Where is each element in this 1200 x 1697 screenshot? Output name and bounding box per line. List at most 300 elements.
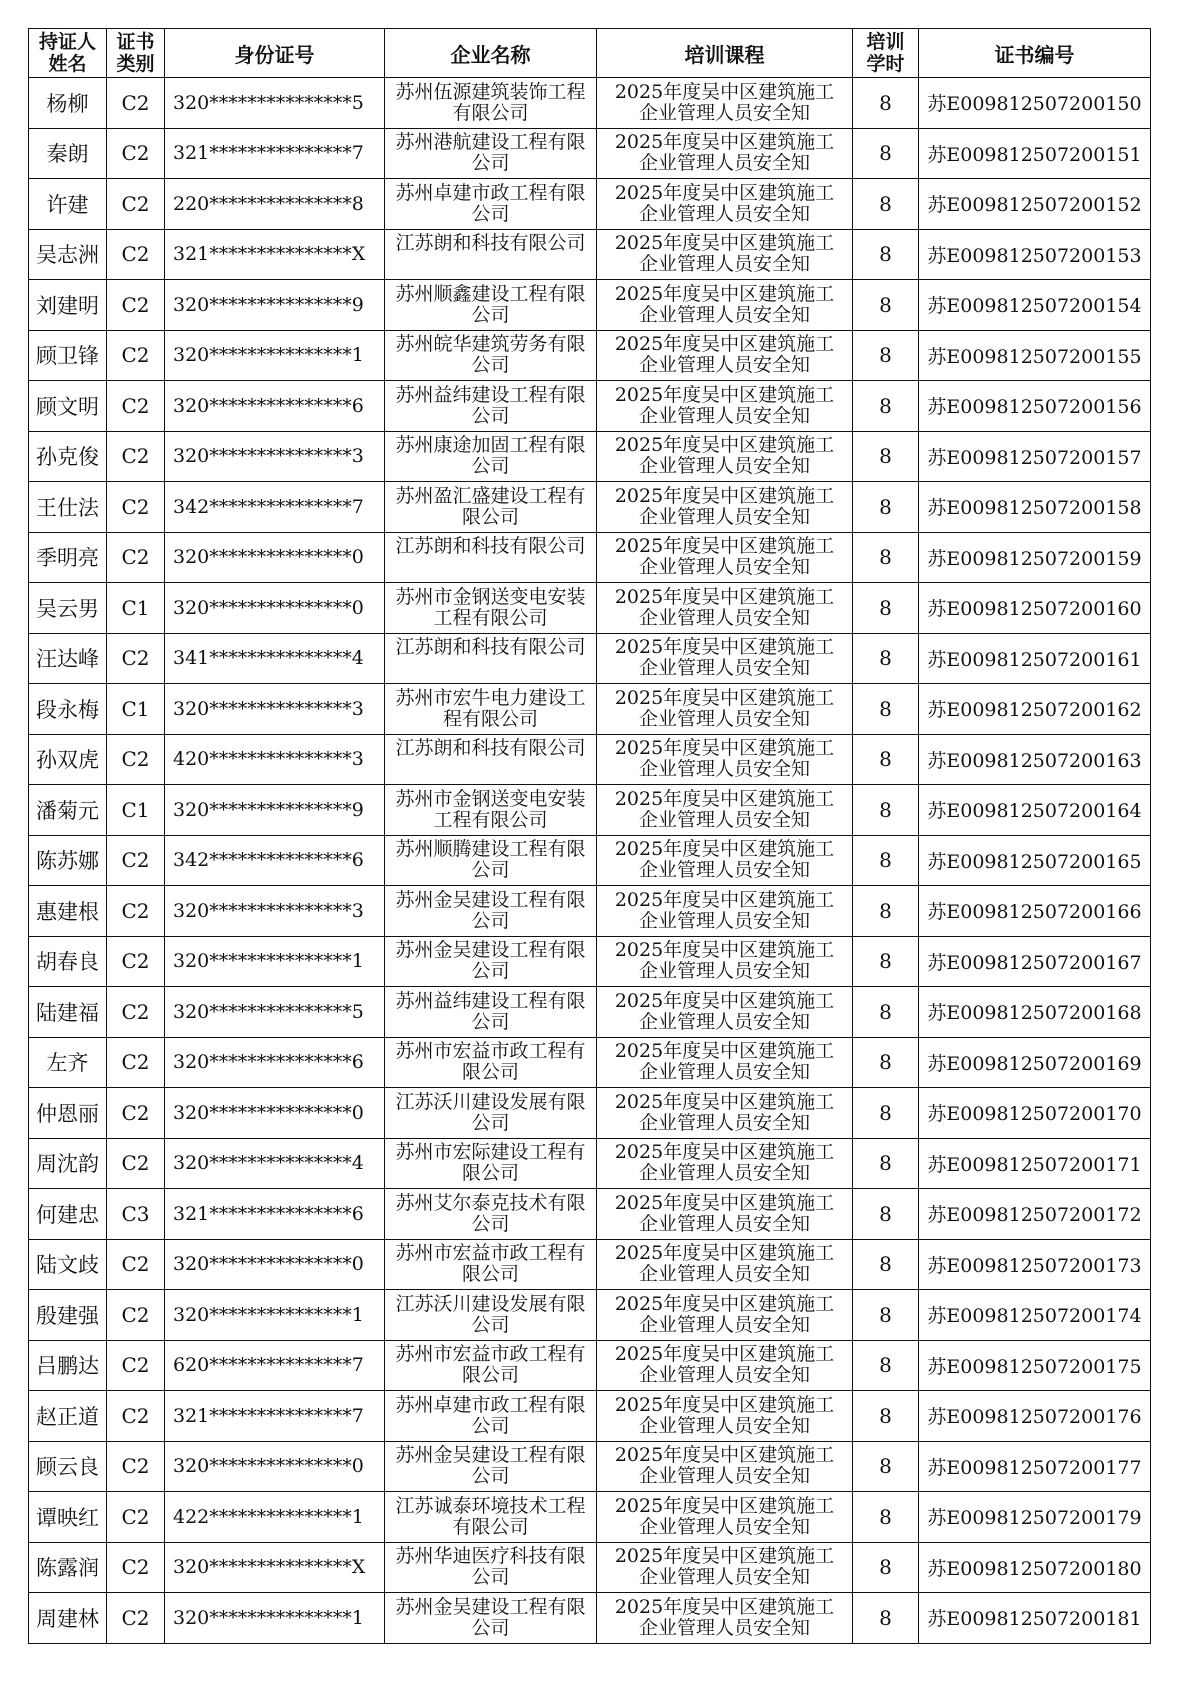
cert-number-cell: 苏E009812507200156 <box>919 381 1151 432</box>
holder-name-cell: 吴志洲 <box>29 229 107 280</box>
id-number-cell: 220***************8 <box>165 179 385 230</box>
cert-number-cell: 苏E009812507200172 <box>919 1189 1151 1240</box>
cert-category-cell: C2 <box>107 1239 165 1290</box>
table-row <box>29 482 1151 533</box>
company-name-cell <box>385 835 597 886</box>
company-name-cell <box>385 684 597 735</box>
cert-number-cell: 苏E009812507200164 <box>919 785 1151 836</box>
company-name-cell-text: 苏州市宏牛电力建设工程有限公司 <box>395 687 586 730</box>
training-course-cell-text: 2025年度吴中区建筑施工企业管理人员安全知 <box>614 1192 835 1235</box>
header-cert-number: 证书编号 <box>919 29 1151 78</box>
id-number-cell: 320***************5 <box>165 987 385 1038</box>
training-hours-cell: 8 <box>853 78 919 129</box>
training-hours-cell: 8 <box>853 482 919 533</box>
company-name-cell-text: 苏州市金钢送变电安装工程有限公司 <box>395 788 586 831</box>
training-course-cell <box>597 1340 853 1391</box>
cert-category-cell: C2 <box>107 633 165 684</box>
training-hours-cell: 8 <box>853 1593 919 1644</box>
training-course-cell <box>597 1088 853 1139</box>
training-hours-cell: 8 <box>853 532 919 583</box>
cert-number-cell: 苏E009812507200167 <box>919 936 1151 987</box>
header-training-hours-line2: 学时 <box>866 53 905 75</box>
holder-name-cell: 殷建强 <box>29 1290 107 1341</box>
table-row <box>29 1542 1151 1593</box>
company-name-cell <box>385 936 597 987</box>
training-hours-cell: 8 <box>853 785 919 836</box>
cert-number-cell: 苏E009812507200174 <box>919 1290 1151 1341</box>
id-number-cell: 342***************7 <box>165 482 385 533</box>
holder-name-cell: 潘菊元 <box>29 785 107 836</box>
company-name-cell <box>385 1391 597 1442</box>
training-hours-cell: 8 <box>853 330 919 381</box>
table-row <box>29 734 1151 785</box>
company-name-cell-text: 江苏朗和科技有限公司 <box>395 536 586 558</box>
table-row <box>29 330 1151 381</box>
table-row <box>29 1391 1151 1442</box>
cert-category-cell: C2 <box>107 987 165 1038</box>
id-number-cell: 321***************X <box>165 229 385 280</box>
id-number-cell: 620***************7 <box>165 1340 385 1391</box>
holder-name-cell: 胡春良 <box>29 936 107 987</box>
cert-category-cell: C2 <box>107 1542 165 1593</box>
holder-name-cell: 赵正道 <box>29 1391 107 1442</box>
id-number-cell: 320***************6 <box>165 1037 385 1088</box>
id-number-cell: 422***************1 <box>165 1492 385 1543</box>
company-name-cell-text: 苏州卓建市政工程有限公司 <box>395 1394 586 1437</box>
training-course-cell <box>597 633 853 684</box>
training-course-cell-text: 2025年度吴中区建筑施工企业管理人员安全知 <box>614 1293 835 1336</box>
company-name-cell-text: 苏州华迪医疗科技有限公司 <box>395 1546 586 1589</box>
id-number-cell: 321***************7 <box>165 128 385 179</box>
cert-number-cell: 苏E009812507200180 <box>919 1542 1151 1593</box>
holder-name-cell: 顾云良 <box>29 1441 107 1492</box>
cert-category-cell: C2 <box>107 330 165 381</box>
id-number-cell: 320***************3 <box>165 684 385 735</box>
holder-name-cell: 孙克俊 <box>29 431 107 482</box>
company-name-cell-text: 苏州康途加固工程有限公司 <box>395 435 586 478</box>
company-name-cell-text: 苏州市宏际建设工程有限公司 <box>395 1142 586 1185</box>
cert-number-cell: 苏E009812507200173 <box>919 1239 1151 1290</box>
training-course-cell-text: 2025年度吴中区建筑施工企业管理人员安全知 <box>614 233 835 276</box>
id-number-cell: 320***************9 <box>165 280 385 331</box>
cert-category-cell: C2 <box>107 179 165 230</box>
cert-category-cell: C2 <box>107 734 165 785</box>
table-row <box>29 1239 1151 1290</box>
training-hours-cell: 8 <box>853 179 919 230</box>
cert-number-cell: 苏E009812507200159 <box>919 532 1151 583</box>
company-name-cell <box>385 179 597 230</box>
table-row <box>29 431 1151 482</box>
cert-category-cell: C2 <box>107 1138 165 1189</box>
training-hours-cell: 8 <box>853 128 919 179</box>
id-number-cell: 320***************0 <box>165 583 385 634</box>
training-course-cell <box>597 381 853 432</box>
cert-category-cell: C1 <box>107 684 165 735</box>
holder-name-cell: 左齐 <box>29 1037 107 1088</box>
training-course-cell-text: 2025年度吴中区建筑施工企业管理人员安全知 <box>614 1546 835 1589</box>
company-name-cell <box>385 1340 597 1391</box>
training-course-cell-text: 2025年度吴中区建筑施工企业管理人员安全知 <box>614 536 835 579</box>
header-holder-name <box>29 29 107 78</box>
table-row <box>29 78 1151 129</box>
training-course-cell-text: 2025年度吴中区建筑施工企业管理人员安全知 <box>614 182 835 225</box>
training-hours-cell: 8 <box>853 734 919 785</box>
table-row <box>29 835 1151 886</box>
table-row <box>29 633 1151 684</box>
training-course-cell-text: 2025年度吴中区建筑施工企业管理人员安全知 <box>614 81 835 124</box>
training-course-cell <box>597 886 853 937</box>
training-course-cell <box>597 1138 853 1189</box>
training-course-cell-text: 2025年度吴中区建筑施工企业管理人员安全知 <box>614 334 835 377</box>
training-hours-cell: 8 <box>853 684 919 735</box>
company-name-cell <box>385 330 597 381</box>
training-hours-cell: 8 <box>853 1340 919 1391</box>
training-course-cell-text: 2025年度吴中区建筑施工企业管理人员安全知 <box>614 586 835 629</box>
table-row <box>29 1593 1151 1644</box>
training-hours-cell: 8 <box>853 633 919 684</box>
header-cert-category-line2: 类别 <box>116 53 155 75</box>
cert-category-cell: C2 <box>107 381 165 432</box>
training-course-cell-text: 2025年度吴中区建筑施工企业管理人员安全知 <box>614 1142 835 1185</box>
company-name-cell <box>385 431 597 482</box>
holder-name-cell: 刘建明 <box>29 280 107 331</box>
holder-name-cell: 吴云男 <box>29 583 107 634</box>
cert-category-cell: C2 <box>107 1290 165 1341</box>
training-hours-cell: 8 <box>853 886 919 937</box>
table-row <box>29 987 1151 1038</box>
holder-name-cell: 段永梅 <box>29 684 107 735</box>
table-row <box>29 583 1151 634</box>
company-name-cell <box>385 381 597 432</box>
id-number-cell: 320***************6 <box>165 381 385 432</box>
cert-category-cell: C2 <box>107 280 165 331</box>
company-name-cell-text: 苏州港航建设工程有限公司 <box>395 132 586 175</box>
training-course-cell-text: 2025年度吴中区建筑施工企业管理人员安全知 <box>614 788 835 831</box>
company-name-cell-text: 苏州市宏益市政工程有限公司 <box>395 1041 586 1084</box>
training-course-cell-text: 2025年度吴中区建筑施工企业管理人员安全知 <box>614 940 835 983</box>
id-number-cell: 420***************3 <box>165 734 385 785</box>
cert-category-cell: C2 <box>107 1492 165 1543</box>
company-name-cell <box>385 1138 597 1189</box>
training-course-cell-text: 2025年度吴中区建筑施工企业管理人员安全知 <box>614 637 835 680</box>
cert-number-cell: 苏E009812507200165 <box>919 835 1151 886</box>
company-name-cell-text: 苏州益纬建设工程有限公司 <box>395 990 586 1033</box>
cert-category-cell: C2 <box>107 78 165 129</box>
training-course-cell <box>597 1037 853 1088</box>
holder-name-cell: 王仕法 <box>29 482 107 533</box>
company-name-cell-text: 苏州金吴建设工程有限公司 <box>395 889 586 932</box>
holder-name-cell: 何建忠 <box>29 1189 107 1240</box>
training-hours-cell: 8 <box>853 431 919 482</box>
training-course-cell <box>597 1391 853 1442</box>
training-course-cell <box>597 78 853 129</box>
cert-number-cell: 苏E009812507200181 <box>919 1593 1151 1644</box>
training-course-cell-text: 2025年度吴中区建筑施工企业管理人员安全知 <box>614 1041 835 1084</box>
training-course-cell <box>597 128 853 179</box>
holder-name-cell: 陆建福 <box>29 987 107 1038</box>
table-row <box>29 785 1151 836</box>
training-hours-cell: 8 <box>853 381 919 432</box>
header-training-hours <box>853 29 919 78</box>
cert-category-cell: C2 <box>107 936 165 987</box>
training-course-cell <box>597 684 853 735</box>
training-hours-cell: 8 <box>853 835 919 886</box>
table-row <box>29 1441 1151 1492</box>
header-holder-name-line2: 姓名 <box>48 53 87 75</box>
training-course-cell <box>597 1542 853 1593</box>
id-number-cell: 321***************6 <box>165 1189 385 1240</box>
id-number-cell: 320***************1 <box>165 936 385 987</box>
table-row <box>29 280 1151 331</box>
holder-name-cell: 陈苏娜 <box>29 835 107 886</box>
company-name-cell <box>385 280 597 331</box>
holder-name-cell: 吕鹏达 <box>29 1340 107 1391</box>
cert-number-cell: 苏E009812507200150 <box>919 78 1151 129</box>
training-course-cell-text: 2025年度吴中区建筑施工企业管理人员安全知 <box>614 435 835 478</box>
holder-name-cell: 仲恩丽 <box>29 1088 107 1139</box>
training-course-cell-text: 2025年度吴中区建筑施工企业管理人员安全知 <box>614 1243 835 1286</box>
cert-number-cell: 苏E009812507200162 <box>919 684 1151 735</box>
id-number-cell: 320***************X <box>165 1542 385 1593</box>
training-course-cell <box>597 1441 853 1492</box>
cert-number-cell: 苏E009812507200171 <box>919 1138 1151 1189</box>
header-training-hours-line1: 培训 <box>866 31 905 53</box>
training-hours-cell: 8 <box>853 1138 919 1189</box>
cert-number-cell: 苏E009812507200177 <box>919 1441 1151 1492</box>
id-number-cell: 320***************3 <box>165 431 385 482</box>
table-row <box>29 179 1151 230</box>
cert-number-cell: 苏E009812507200168 <box>919 987 1151 1038</box>
training-course-cell <box>597 835 853 886</box>
cert-category-cell: C2 <box>107 229 165 280</box>
holder-name-cell: 顾文明 <box>29 381 107 432</box>
training-course-cell-text: 2025年度吴中区建筑施工企业管理人员安全知 <box>614 1344 835 1387</box>
training-course-cell-text: 2025年度吴中区建筑施工企业管理人员安全知 <box>614 889 835 932</box>
training-course-cell <box>597 1239 853 1290</box>
company-name-cell <box>385 128 597 179</box>
cert-number-cell: 苏E009812507200175 <box>919 1340 1151 1391</box>
cert-number-cell: 苏E009812507200153 <box>919 229 1151 280</box>
company-name-cell <box>385 1239 597 1290</box>
training-course-cell-text: 2025年度吴中区建筑施工企业管理人员安全知 <box>614 738 835 781</box>
id-number-cell: 320***************5 <box>165 78 385 129</box>
training-course-cell-text: 2025年度吴中区建筑施工企业管理人员安全知 <box>614 1394 835 1437</box>
training-course-cell-text: 2025年度吴中区建筑施工企业管理人员安全知 <box>614 1495 835 1538</box>
training-hours-cell: 8 <box>853 1088 919 1139</box>
training-hours-cell: 8 <box>853 1492 919 1543</box>
training-hours-cell: 8 <box>853 1037 919 1088</box>
training-hours-cell: 8 <box>853 1239 919 1290</box>
cert-category-cell: C2 <box>107 128 165 179</box>
cert-number-cell: 苏E009812507200169 <box>919 1037 1151 1088</box>
table-row <box>29 229 1151 280</box>
holder-name-cell: 陈露润 <box>29 1542 107 1593</box>
cert-category-cell: C2 <box>107 1593 165 1644</box>
table-row <box>29 1290 1151 1341</box>
id-number-cell: 320***************0 <box>165 532 385 583</box>
cert-number-cell: 苏E009812507200160 <box>919 583 1151 634</box>
training-course-cell-text: 2025年度吴中区建筑施工企业管理人员安全知 <box>614 990 835 1033</box>
training-course-cell <box>597 1492 853 1543</box>
cert-category-cell: C2 <box>107 835 165 886</box>
company-name-cell <box>385 229 597 280</box>
cert-category-cell: C1 <box>107 785 165 836</box>
cert-number-cell: 苏E009812507200176 <box>919 1391 1151 1442</box>
header-cert-category-line1: 证书 <box>116 31 155 53</box>
company-name-cell <box>385 886 597 937</box>
training-course-cell-text: 2025年度吴中区建筑施工企业管理人员安全知 <box>614 1445 835 1488</box>
cert-number-cell: 苏E009812507200158 <box>919 482 1151 533</box>
company-name-cell <box>385 1088 597 1139</box>
header-id-number: 身份证号 <box>165 29 385 78</box>
holder-name-cell: 杨柳 <box>29 78 107 129</box>
company-name-cell-text: 苏州艾尔泰克技术有限公司 <box>395 1192 586 1235</box>
training-hours-cell: 8 <box>853 1391 919 1442</box>
training-course-cell-text: 2025年度吴中区建筑施工企业管理人员安全知 <box>614 1091 835 1134</box>
holder-name-cell: 周建林 <box>29 1593 107 1644</box>
training-hours-cell: 8 <box>853 1189 919 1240</box>
table-row <box>29 1037 1151 1088</box>
id-number-cell: 320***************1 <box>165 1593 385 1644</box>
company-name-cell <box>385 734 597 785</box>
training-course-cell <box>597 1189 853 1240</box>
cert-category-cell: C2 <box>107 1441 165 1492</box>
company-name-cell <box>385 987 597 1038</box>
company-name-cell-text: 苏州皖华建筑劳务有限公司 <box>395 334 586 377</box>
holder-name-cell: 周沈韵 <box>29 1138 107 1189</box>
training-course-cell <box>597 532 853 583</box>
cert-number-cell: 苏E009812507200163 <box>919 734 1151 785</box>
training-course-cell-text: 2025年度吴中区建筑施工企业管理人员安全知 <box>614 1596 835 1639</box>
holder-name-cell: 惠建根 <box>29 886 107 937</box>
company-name-cell-text: 苏州金吴建设工程有限公司 <box>395 1596 586 1639</box>
id-number-cell: 320***************1 <box>165 330 385 381</box>
cert-category-cell: C2 <box>107 532 165 583</box>
header-company-name: 企业名称 <box>385 29 597 78</box>
cert-number-cell: 苏E009812507200151 <box>919 128 1151 179</box>
cert-number-cell: 苏E009812507200166 <box>919 886 1151 937</box>
company-name-cell-text: 江苏朗和科技有限公司 <box>395 738 586 760</box>
training-course-cell-text: 2025年度吴中区建筑施工企业管理人员安全知 <box>614 132 835 175</box>
company-name-cell <box>385 1492 597 1543</box>
id-number-cell: 320***************3 <box>165 886 385 937</box>
holder-name-cell: 季明亮 <box>29 532 107 583</box>
training-course-cell <box>597 179 853 230</box>
company-name-cell <box>385 583 597 634</box>
company-name-cell-text: 江苏诚泰环境技术工程有限公司 <box>395 1495 586 1538</box>
company-name-cell <box>385 1037 597 1088</box>
holder-name-cell: 汪达峰 <box>29 633 107 684</box>
id-number-cell: 320***************4 <box>165 1138 385 1189</box>
header-cert-category <box>107 29 165 78</box>
training-hours-cell: 8 <box>853 987 919 1038</box>
company-name-cell <box>385 1441 597 1492</box>
id-number-cell: 320***************1 <box>165 1290 385 1341</box>
header-training-course: 培训课程 <box>597 29 853 78</box>
cert-category-cell: C1 <box>107 583 165 634</box>
training-course-cell <box>597 583 853 634</box>
table-row <box>29 1138 1151 1189</box>
table-row <box>29 128 1151 179</box>
id-number-cell: 342***************6 <box>165 835 385 886</box>
training-hours-cell: 8 <box>853 1542 919 1593</box>
company-name-cell-text: 苏州市金钢送变电安装工程有限公司 <box>395 586 586 629</box>
training-course-cell <box>597 734 853 785</box>
table-header <box>29 29 1151 78</box>
training-course-cell-text: 2025年度吴中区建筑施工企业管理人员安全知 <box>614 687 835 730</box>
cert-category-cell: C2 <box>107 1088 165 1139</box>
id-number-cell: 320***************0 <box>165 1088 385 1139</box>
id-number-cell: 321***************7 <box>165 1391 385 1442</box>
cert-number-cell: 苏E009812507200170 <box>919 1088 1151 1139</box>
training-course-cell <box>597 987 853 1038</box>
table-row <box>29 532 1151 583</box>
company-name-cell <box>385 1542 597 1593</box>
company-name-cell-text: 江苏沃川建设发展有限公司 <box>395 1091 586 1134</box>
company-name-cell-text: 苏州盈汇盛建设工程有限公司 <box>395 485 586 528</box>
company-name-cell-text: 苏州益纬建设工程有限公司 <box>395 384 586 427</box>
company-name-cell-text: 苏州市宏益市政工程有限公司 <box>395 1243 586 1286</box>
training-course-cell <box>597 1290 853 1341</box>
holder-name-cell: 陆文歧 <box>29 1239 107 1290</box>
id-number-cell: 320***************0 <box>165 1441 385 1492</box>
cert-category-cell: C2 <box>107 1340 165 1391</box>
company-name-cell-text: 苏州顺鑫建设工程有限公司 <box>395 283 586 326</box>
table-row <box>29 1088 1151 1139</box>
training-course-cell-text: 2025年度吴中区建筑施工企业管理人员安全知 <box>614 384 835 427</box>
id-number-cell: 320***************0 <box>165 1239 385 1290</box>
company-name-cell-text: 苏州伍源建筑装饰工程有限公司 <box>395 81 586 124</box>
holder-name-cell: 许建 <box>29 179 107 230</box>
id-number-cell: 341***************4 <box>165 633 385 684</box>
company-name-cell <box>385 1189 597 1240</box>
training-course-cell <box>597 280 853 331</box>
training-course-cell <box>597 936 853 987</box>
training-course-cell <box>597 1593 853 1644</box>
company-name-cell-text: 苏州金吴建设工程有限公司 <box>395 1445 586 1488</box>
training-course-cell <box>597 330 853 381</box>
table-row <box>29 1340 1151 1391</box>
holder-name-cell: 谭映红 <box>29 1492 107 1543</box>
header-row <box>29 29 1151 78</box>
cert-number-cell: 苏E009812507200155 <box>919 330 1151 381</box>
table-row <box>29 886 1151 937</box>
company-name-cell <box>385 482 597 533</box>
training-hours-cell: 8 <box>853 936 919 987</box>
company-name-cell-text: 江苏沃川建设发展有限公司 <box>395 1293 586 1336</box>
training-course-cell <box>597 785 853 836</box>
holder-name-cell: 秦朗 <box>29 128 107 179</box>
cert-category-cell: C2 <box>107 482 165 533</box>
holder-name-cell: 孙双虎 <box>29 734 107 785</box>
table-row <box>29 684 1151 735</box>
cert-category-cell: C2 <box>107 886 165 937</box>
cert-category-cell: C2 <box>107 1037 165 1088</box>
cert-category-cell: C2 <box>107 1391 165 1442</box>
cert-category-cell: C2 <box>107 431 165 482</box>
training-course-cell <box>597 431 853 482</box>
id-number-cell: 320***************9 <box>165 785 385 836</box>
company-name-cell <box>385 78 597 129</box>
company-name-cell <box>385 785 597 836</box>
training-hours-cell: 8 <box>853 583 919 634</box>
company-name-cell-text: 江苏朗和科技有限公司 <box>395 233 586 255</box>
training-course-cell-text: 2025年度吴中区建筑施工企业管理人员安全知 <box>614 839 835 882</box>
training-course-cell <box>597 229 853 280</box>
cert-number-cell: 苏E009812507200179 <box>919 1492 1151 1543</box>
company-name-cell-text: 苏州卓建市政工程有限公司 <box>395 182 586 225</box>
cert-category-cell: C3 <box>107 1189 165 1240</box>
